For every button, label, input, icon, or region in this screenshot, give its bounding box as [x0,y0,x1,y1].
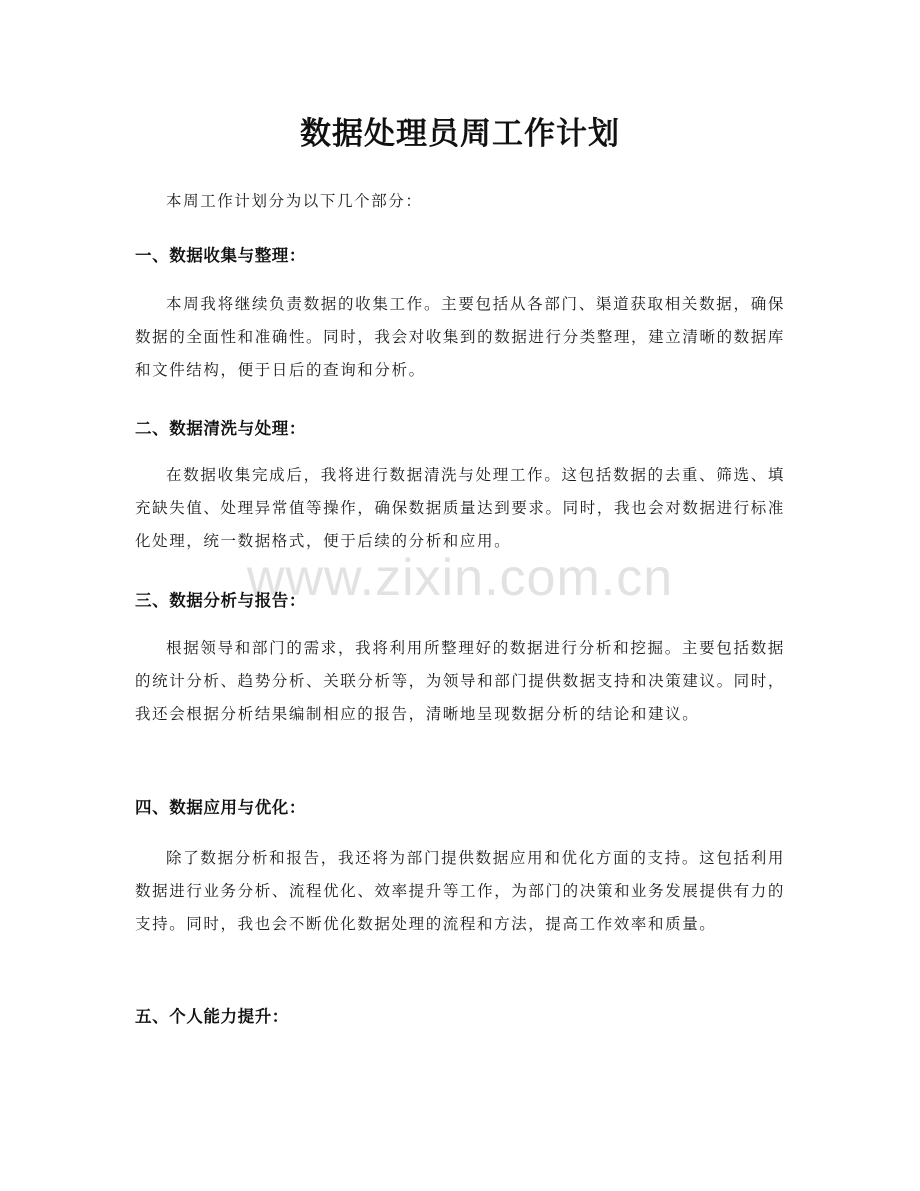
section-body-3: 根据领导和部门的需求，我将利用所整理好的数据进行分析和挖掘。主要包括数据的统计分析、趋势分析、关联分析等，为领导和部门提供数据支持和决策建议。同时，我还会根据分析结果编制相应的报告，清晰地呈现数据分析的结论和建议。 [135,639,785,723]
section-body-1: 本周我将继续负责数据的收集工作。主要包括从各部门、渠道获取相关数据，确保数据的全面性和准确性。同时，我会对收集到的数据进行分类整理，建立清晰的数据库和文件结构，便于日后的查询和分析。 [135,295,785,379]
section-heading-2: 二、数据清洗与处理： [135,419,306,438]
section-heading-3: 三、数据分析与报告： [135,591,306,610]
intro-paragraph: 本周工作计划分为以下几个部分： [166,192,423,210]
watermark: www.zixin.com.cn [246,549,674,607]
section-heading-5: 五、个人能力提升： [135,1007,289,1026]
section-heading-1: 一、数据收集与整理： [135,246,306,265]
section-body-2: 在数据收集完成后，我将进行数据清洗与处理工作。这包括数据的去重、筛选、填充缺失值、处理异常值等操作，确保数据质量达到要求。同时，我也会对数据进行标准化处理，统一数据格式，便于后续的分析和应用。 [135,466,785,550]
section-heading-4: 四、数据应用与优化： [135,798,306,817]
document-title: 数据处理员周工作计划 [300,116,620,152]
section-body-4: 除了数据分析和报告，我还将为部门提供数据应用和优化方面的支持。这包括利用数据进行业务分析、流程优化、效率提升等工作，为部门的决策和业务发展提供有力的支持。同时，我也会不断优化数据处理的流程和方法，提高工作效率和质量。 [135,849,785,933]
